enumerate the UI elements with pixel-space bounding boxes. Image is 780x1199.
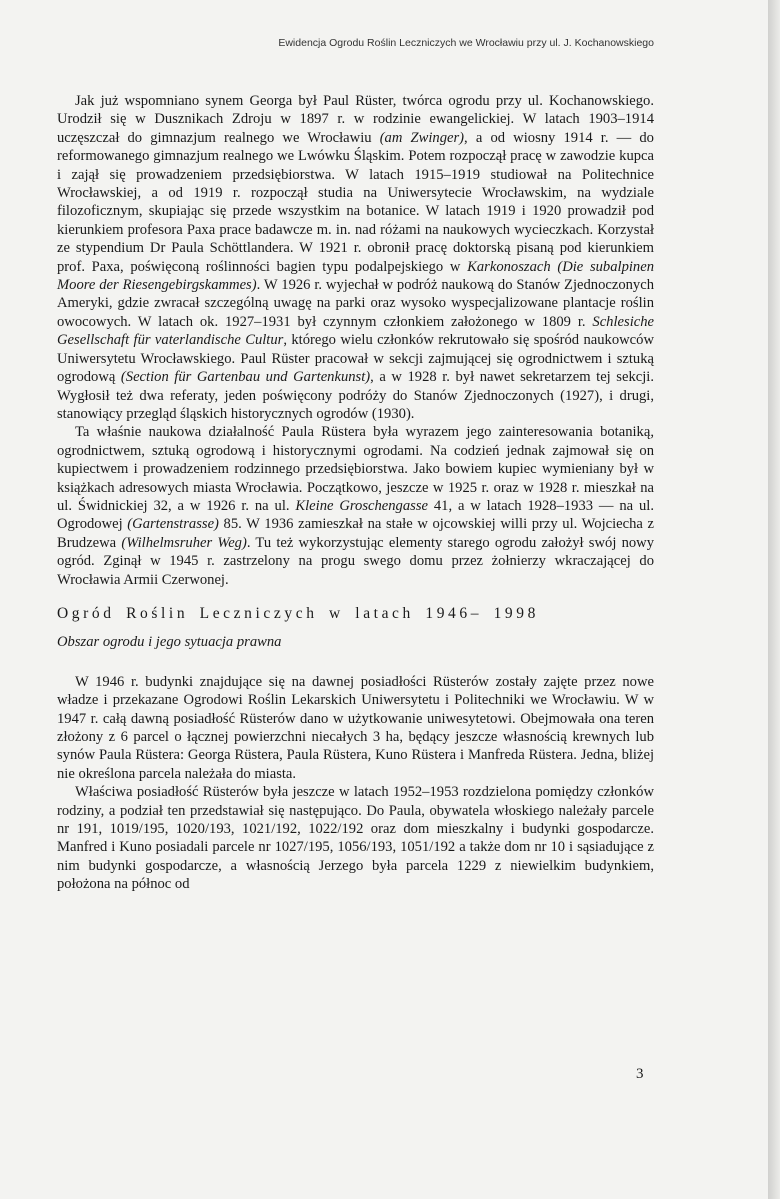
paragraph-2 — [57, 423, 654, 589]
text-run: , a od wiosny 1914 r. — do reformowanego gimnazjum realnego we Lwówku Śląskim. Potem rozpoczął pracę w zawodzie kupca i zajął się prowadzeniem przedsiębiorstwa. W latach 1915–1919 studiował na Politechnice Wrocławskiej, a od 1919 r. rozpoczął studia na Uniwersytecie Wrocławskim, na wydziale filozoficznym, skupiając się przede wszystkim na botanice. W latach 1919 i 1920 prowadził pod kierunkiem profesora Paxa prace badawcze m. in. nad różami na naukowych wycieczkach. Korzystał ze stypendium Dr Paula Schöttlandera. W 1921 r. obronił pracę doktorską pisaną pod kierunkiem prof. Paxa, poświęconą roślinności bagien typu podalpejskiego w — [57, 129, 654, 275]
italic-run: (Gartenstrasse) — [127, 516, 219, 533]
italic-run: Schlesiche Gesellschaft für vaterlandische Cultur — [57, 313, 654, 349]
paragraph-4: Właściwa posiadłość Rüsterów była jeszcze w latach 1952–1953 rozdzielona pomiędzy członków rodziny, a podział ten przedstawiał się następująco. Do Paula, obywatela włoskiego należały parcele nr 191, 1019/195, 1020/193, 1021/192, 1022/192 oraz dom mieszkalny i budynki gospodarcze. Manfred i Kuno posiadali parcele nr 1027/195, 1056/193, 1051/192 a także dom nr 10 i sąsiadujące z nim budynki gospodarcze, a własnością Jerzego była parcela 1229 z niewielkim budynkiem, położona na północ od — [57, 784, 654, 893]
paragraph-1 — [57, 92, 654, 423]
italic-run: (Section für Gartenbau und Gartenkunst) — [120, 369, 371, 386]
text-run: . W 1926 r. wyjechał w podróż naukową do Stanów Zjednoczonych Ameryki, gdzie zwracał szczególną uwagę na parki oraz wysoko wyspecjalizowane plantacje roślin owocowych. W latach ok. 1927–1931 był czynnym członkiem założonego w 1809 r. — [57, 277, 655, 330]
text-run: Jak już wspomniano synem Georga był Paul Rüster, twórca ogrodu przy ul. Kochanowskiego. Urodził się w Dusznikach Zdroju w 1897 r. w rodzinie ewangelickiej. W latach 1903–1914 uczęszczał do gimnazjum realnego we Wrocławiu — [57, 93, 654, 146]
text-run: , a w 1928 r. był nawet sekretarzem tej sekcji. Wygłosił też dwa referaty, jeden poświęcony podróży do Stanów Zjednoczonych (1927), i drugi, stanowiący przegląd śląskich historycznych ogrodów (1930). — [57, 369, 654, 422]
italic-run: Kleine Groschengasse — [295, 497, 428, 514]
text-run: , którego wielu członków rekrutowało się spośród naukowców Uniwersytetu Wrocławskiego. Paul Rüster pracował w sekcji zajmującej się ogrodnictwem i sztuką ogrodową — [57, 332, 655, 386]
italic-run: (Wilhelmsruher Weg) — [121, 534, 247, 551]
text-run: 41, a w latach 1928–1933 — na ul. Ogrodowej — [57, 497, 655, 533]
paragraph-3: W 1946 r. budynki znajdujące się na dawnej posiadłości Rüsterów zostały zajęte przez nowe władze i przekazane Ogrodowi Roślin Lekarskich Uniwersytetu i Politechniki we Wrocławiu. W w 1947 r. całą dawną posiadłość Rüsterów dano w użytkowanie uniwesytetowi. Obejmowała ona teren złożony z 6 parcel o łącznej powierzchni niecałych 3 ha, będący jeszcze własnością krewnych lub synów Paula Rüstera: Georga Rüstera, Paula Rüstera, Kuno Rüstera i Manfreda Rüstera. Jedna, bliżej nie określona parcela należała do miasta. — [57, 673, 654, 782]
running-header: Ewidencja Ogrodu Roślin Leczniczych we Wrocławiu przy ul. J. Kochanowskiego — [278, 37, 654, 49]
italic-run: Karkonoszach (Die subalpinen Moore der Riesengebirgskammes) — [57, 258, 654, 294]
text-run: Ta właśnie naukowa działalność Paula Rüstera była wyrazem jego zainteresowania botaniką, ogrodnictwem, sztuką ogrodową i historycznymi ogrodami. Na codzień jednak zajmował się on kupiectwem i prowadzeniem rodzinnego przedsiębiorstwa. Jako bowiem kupiec wymieniany był w książkach adresowych miasta Wrocławia. Początkowo, jeszcze w 1925 r. oraz w 1928 r. mieszkał na ul. Świdnickiej 32, a w 1926 r. na ul. — [57, 424, 654, 514]
subsection-heading: Obszar ogrodu i jego sytuacja prawna — [57, 634, 282, 651]
body-text — [57, 92, 654, 894]
text-run: . Tu też wykorzystując elementy starego ogrodu założył swój nowy ogród. Zginął w 1945 r. zastrzelony na progu swego domu przez żołnierzy wkraczającej do Wrocławia Armii Czerwonej. — [57, 534, 655, 588]
page-edge — [768, 0, 780, 1199]
section-heading: Ogród Roślin Leczniczych w latach 1946– 1998 — [57, 604, 539, 622]
page-number: 3 — [636, 1066, 644, 1082]
italic-run: (am Zwinger) — [379, 129, 465, 146]
text-run: 85. W 1936 zamieszkał na stałe w ojcowskiej willi przy ul. Wojciecha z Brudzewa — [57, 516, 654, 551]
